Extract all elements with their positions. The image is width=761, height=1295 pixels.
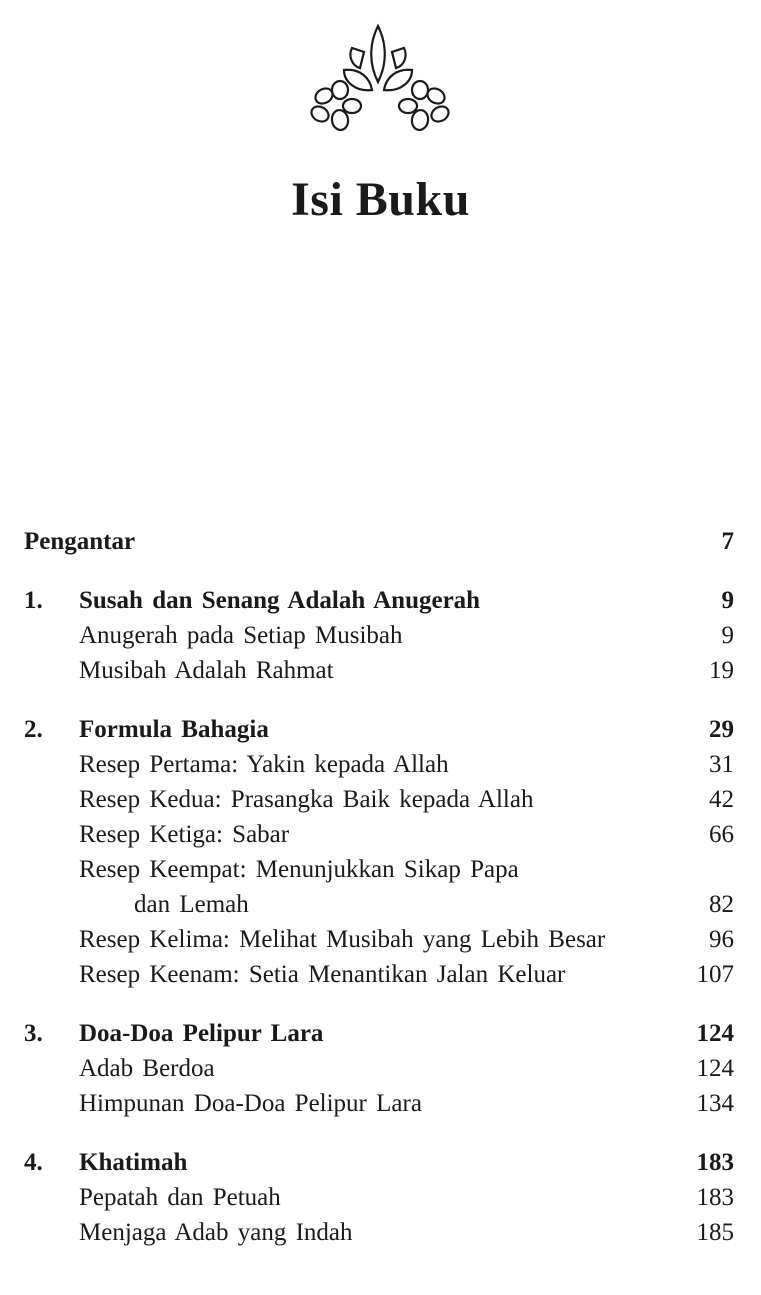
toc-section-continuation-row[interactable] bbox=[24, 887, 734, 922]
toc-section-row[interactable] bbox=[24, 957, 734, 992]
toc-section-row[interactable] bbox=[24, 817, 734, 852]
section-page: 185 bbox=[696, 1219, 734, 1246]
toc-preface-row[interactable] bbox=[24, 524, 734, 559]
section-page: 183 bbox=[696, 1184, 734, 1211]
section-page: 134 bbox=[696, 1090, 734, 1117]
toc-gap bbox=[24, 559, 734, 583]
section-page: 9 bbox=[721, 622, 734, 649]
toc-section-row[interactable] bbox=[24, 1051, 734, 1086]
section-title: Anugerah pada Setiap Musibah bbox=[79, 622, 403, 649]
chapter-number: 2. bbox=[24, 716, 43, 743]
toc-section-row[interactable] bbox=[24, 1215, 734, 1250]
section-title: Resep Kelima: Melihat Musibah yang Lebih Besar bbox=[79, 926, 606, 953]
section-page: 124 bbox=[696, 1055, 734, 1082]
section-title: Resep Keenam: Setia Menantikan Jalan Keluar bbox=[79, 961, 566, 988]
section-page: 96 bbox=[709, 926, 734, 953]
toc-section-row[interactable] bbox=[24, 922, 734, 957]
section-page: 82 bbox=[709, 891, 734, 918]
section-page: 42 bbox=[709, 786, 734, 813]
flower-ornament-icon bbox=[300, 22, 460, 142]
toc-section-row[interactable] bbox=[24, 782, 734, 817]
section-page: 19 bbox=[709, 657, 734, 684]
page-title: Isi Buku bbox=[291, 173, 470, 226]
toc-section-row[interactable] bbox=[24, 1086, 734, 1121]
section-title: Resep Ketiga: Sabar bbox=[79, 821, 290, 848]
chapter-number: 3. bbox=[24, 1020, 43, 1047]
toc-section-row[interactable] bbox=[24, 653, 734, 688]
toc-section-row[interactable] bbox=[24, 852, 734, 887]
chapter-title: Doa-Doa Pelipur Lara bbox=[79, 1020, 324, 1047]
preface-page: 7 bbox=[721, 528, 734, 555]
section-page: 66 bbox=[709, 821, 734, 848]
chapter-number: 4. bbox=[24, 1149, 43, 1176]
chapter-title: Formula Bahagia bbox=[79, 716, 269, 743]
toc-section-row[interactable] bbox=[24, 1180, 734, 1215]
toc-section-row[interactable] bbox=[24, 747, 734, 782]
toc-gap bbox=[24, 992, 734, 1016]
section-title-continuation: dan Lemah bbox=[134, 891, 249, 918]
chapter-title: Khatimah bbox=[79, 1149, 188, 1176]
chapter-page: 9 bbox=[721, 587, 734, 614]
toc-chapter-row[interactable] bbox=[24, 712, 734, 747]
section-page: 31 bbox=[709, 751, 734, 778]
preface-label: Pengantar bbox=[24, 528, 136, 555]
chapter-number: 1. bbox=[24, 587, 43, 614]
toc-section-row[interactable] bbox=[24, 618, 734, 653]
section-title: Musibah Adalah Rahmat bbox=[79, 657, 334, 684]
section-title: Menjaga Adab yang Indah bbox=[79, 1219, 353, 1246]
section-title: Pepatah dan Petuah bbox=[79, 1184, 281, 1211]
toc-chapter-row[interactable] bbox=[24, 1016, 734, 1051]
toc-gap bbox=[24, 1121, 734, 1145]
section-title: Resep Keempat: Menunjukkan Sikap Papa bbox=[79, 856, 519, 883]
section-title: Resep Kedua: Prasangka Baik kepada Allah bbox=[79, 786, 534, 813]
section-title: Adab Berdoa bbox=[79, 1055, 215, 1082]
chapter-title: Susah dan Senang Adalah Anugerah bbox=[79, 587, 481, 614]
toc-gap bbox=[24, 688, 734, 712]
table-of-contents bbox=[24, 524, 734, 1250]
section-title: Resep Pertama: Yakin kepada Allah bbox=[79, 751, 449, 778]
chapter-page: 183 bbox=[696, 1149, 734, 1176]
chapter-page: 124 bbox=[696, 1020, 734, 1047]
toc-chapter-row[interactable] bbox=[24, 583, 734, 618]
section-page: 107 bbox=[696, 961, 734, 988]
section-title: Himpunan Doa-Doa Pelipur Lara bbox=[79, 1090, 422, 1117]
toc-chapter-row[interactable] bbox=[24, 1145, 734, 1180]
chapter-page: 29 bbox=[709, 716, 734, 743]
